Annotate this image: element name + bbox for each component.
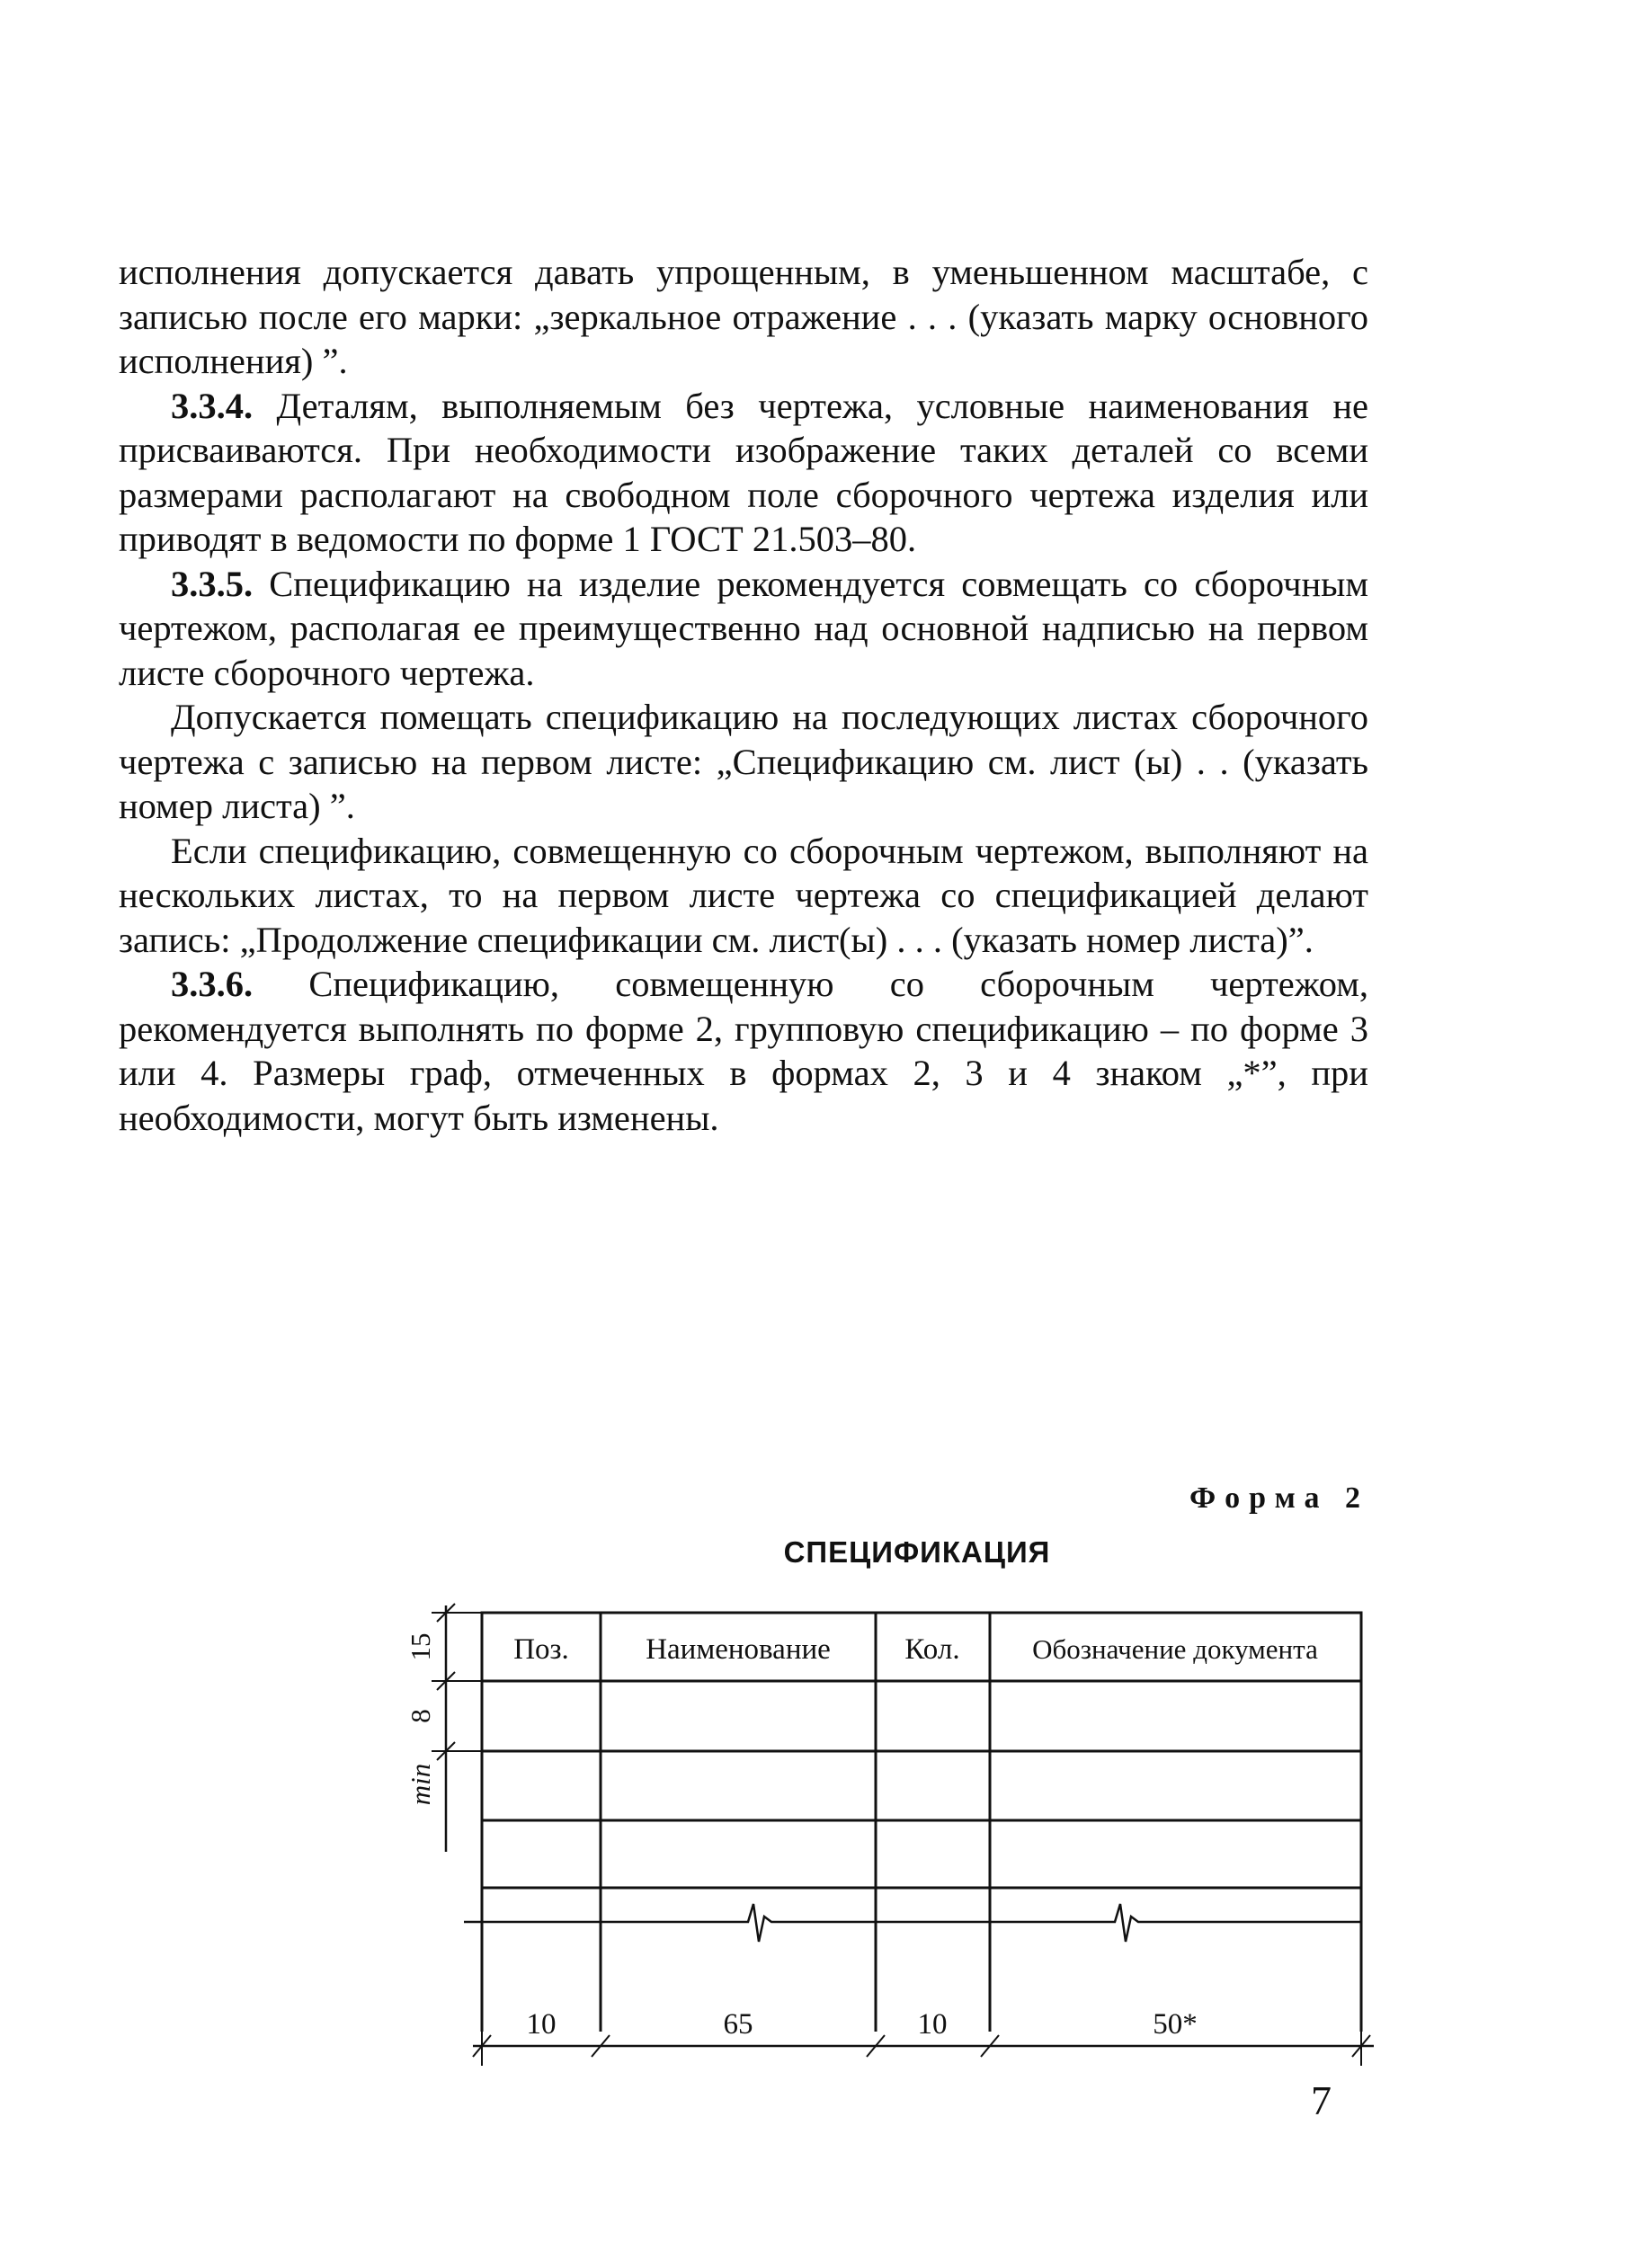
paragraph-text: Спецификацию на изделие рекомендуется совмещать со сборочным чертежом, располагая ее преимущественно над основной надписью на первом листе сборочного чертежа.: [119, 563, 1368, 693]
clause-number: 3.3.5.: [171, 563, 254, 604]
paragraph-text: Спецификацию, совмещенную со сборочным чертежом, рекомендуется выполнять по форме 2, групповую спецификацию – по форме 3 или 4. Размеры граф, отмеченных в формах 2, 3 и 4 знаком „*”, при необходимости, могут быть изменены.: [119, 964, 1368, 1138]
header-position: Поз.: [513, 1633, 569, 1666]
header-document-designation: Обозначение документа: [1032, 1633, 1318, 1665]
header-quantity: Кол.: [904, 1633, 960, 1666]
page-number: 7: [1311, 2077, 1332, 2123]
form-title: СПЕЦИФИКАЦИЯ: [783, 1535, 1051, 1569]
paragraph-text: Если спецификацию, совмещенную со сборочным чертежом, выполняют на нескольких листах, то на первом листе чертежа со спецификацией делают запись: „Продолжение спецификации см. лист(ы) . . . (указать номер листа)”.: [119, 830, 1368, 960]
column-width-name: 65: [723, 2008, 753, 2041]
clause-number: 3.3.4.: [171, 385, 254, 426]
header-name: Наименование: [646, 1633, 831, 1666]
paragraph-text: исполнения допускается давать упрощенным, в уменьшенном масштабе, с записью после его марки: „зеркальное отражение . . . (указать марку основного исполнения) ”.: [119, 252, 1368, 381]
column-width-quantity: 10: [917, 2008, 948, 2041]
column-width-position: 10: [526, 2008, 557, 2041]
paragraph-text: Допускается помещать спецификацию на последующих листах сборочного чертежа с записью на первом листе: „Спецификацию см. лист (ы) . . (указать номер листа) ”.: [119, 697, 1368, 826]
break-line: [464, 1904, 1361, 1942]
clause-number: 3.3.6.: [171, 964, 254, 1004]
row-height-note: min: [405, 1763, 436, 1806]
paragraph-text: Деталям, выполняемым без чертежа, условные наименования не присваиваются. При необходимости изображение таких деталей со всеми размерами располагают на свободном поле сборочного чертежа изделия или приводят в ведомости по форме 1 ГОСТ 21.503–80.: [119, 385, 1368, 559]
row-height-row: 8: [405, 1709, 436, 1723]
form-label: Форма 2: [1189, 1481, 1369, 1515]
column-width-document-designation: 50*: [1153, 2008, 1198, 2041]
row-height-header: 15: [405, 1632, 436, 1661]
